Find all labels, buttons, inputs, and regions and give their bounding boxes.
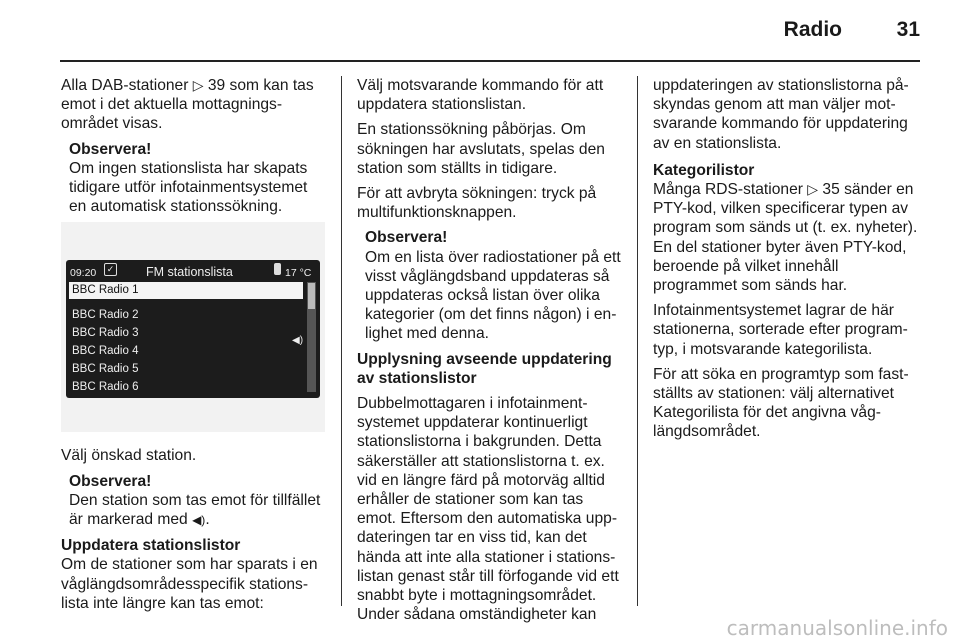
speaker-icon: ◀) (292, 335, 304, 347)
station-item[interactable]: BBC Radio 2 (72, 309, 139, 322)
watermark: carmanualsonline.info (726, 616, 948, 640)
paragraph: Alla DAB-stationer ▷ 39 som kan tas emot i det aktuella mottagningsområdet visas. (61, 77, 314, 133)
note-text: Om ingen stationslista har skapats tidigare utför infotainmentsystemet en automatisk stationssökning. (69, 159, 308, 216)
column-divider (637, 76, 638, 606)
radio-display (66, 260, 320, 398)
display-status-bar (66, 260, 320, 280)
note (69, 472, 326, 531)
note (69, 140, 326, 217)
display-clock: 09:20 (70, 267, 97, 280)
display-temperature: 17 °C (285, 267, 312, 280)
paragraph: Infotainmentsystemet lagrar de här stationerna, sorterade efter programtyp, i motsvarande kategorilista. (653, 302, 908, 358)
section-heading: Upplysning avseende uppdatering av stationslistor (357, 350, 612, 387)
check-icon: ✓ (104, 263, 117, 276)
paragraph: För att avbryta sökningen: tryck på multifunktionsknappen. (357, 185, 597, 222)
station-item[interactable]: BBC Radio 6 (72, 381, 139, 394)
paragraph: Välj motsvarande kommando för att uppdatera stationslistan. (357, 77, 604, 114)
paragraph: För att söka en programtyp som fastställts av stationen: välj alternativet Kategorilista för det angivna våglängdsområdet. (653, 365, 909, 441)
paragraph: Många RDS-stationer ▷ 35 sänder en PTY-kod, vilken specificerar typen av program som sänds ut (t. ex. nyheter). En del stationer byter även PTY-kod, beroende på vilket innehåll programmet som sänds har. (653, 181, 918, 295)
header-rule (60, 60, 920, 62)
note-text: Den station som tas emot för tillfället är markerad med ◀). (69, 491, 321, 529)
paragraph: En stationssökning påbörjas. Om sökningen har avslutats, spelas den station som ställts in tidigare. (357, 121, 605, 177)
paragraph: uppdateringen av stationslistorna påskyndas genom att man väljer motsvarande kommando för uppdatering av en stationslista. (653, 77, 909, 152)
page-header (0, 0, 960, 62)
paragraph: Om de stationer som har sparats i en våglängdsområdesspecifik stationslista inte längre kan tas emot: (61, 556, 318, 612)
note (365, 228, 622, 343)
reference-arrow-icon: ▷ (807, 181, 819, 198)
note-text: Om en lista över radiostationer på ett visst våglängdsband uppdateras så uppdateras också listan över olika kategorier (om det finns någon) i enlighet med denna. (365, 248, 621, 343)
station-item[interactable]: BBC Radio 5 (72, 363, 139, 376)
display-title: FM stationslista (146, 265, 233, 280)
speaker-icon: ◀) (192, 513, 206, 528)
section-heading: Uppdatera stationslistor (61, 537, 241, 555)
section-heading: Kategorilistor (653, 161, 755, 179)
note-title: Observera! (69, 472, 152, 490)
column-1 (61, 76, 326, 619)
section-title: Radio (783, 18, 842, 41)
thermometer-icon (274, 263, 281, 275)
column-3 (653, 76, 921, 448)
page-number: 31 (896, 18, 920, 41)
column-2 (357, 76, 622, 630)
reference-arrow-icon: ▷ (192, 77, 204, 93)
scrollbar[interactable] (307, 282, 316, 392)
display-screenshot (61, 222, 325, 432)
note-title: Observera! (365, 229, 448, 247)
station-item[interactable]: BBC Radio 3 (72, 327, 139, 340)
paragraph: Dubbelmottagaren i infotainmentsystemet uppdaterar kontinuerligt stationslistorna i bakgrunden. Detta säkerställer att stationslistorna t. ex. vid en längre färd på motorväg alltid erhåller de stationer som kan tas emot. Eftersom den automatiska uppdateringen tar en viss tid, kan det hända att inte alla stationer i stationslistan genast står till förfogande vid ett snabbt byte i mottagningsområdet. Under sådana omständigheter kan (357, 395, 619, 624)
note-title: Observera! (69, 140, 152, 158)
station-item-selected[interactable]: BBC Radio 1 (69, 282, 303, 299)
column-divider (341, 76, 342, 606)
station-item[interactable]: BBC Radio 4 (72, 345, 139, 358)
scrollbar-thumb[interactable] (308, 283, 315, 309)
paragraph: Välj önskad station. (61, 447, 197, 465)
